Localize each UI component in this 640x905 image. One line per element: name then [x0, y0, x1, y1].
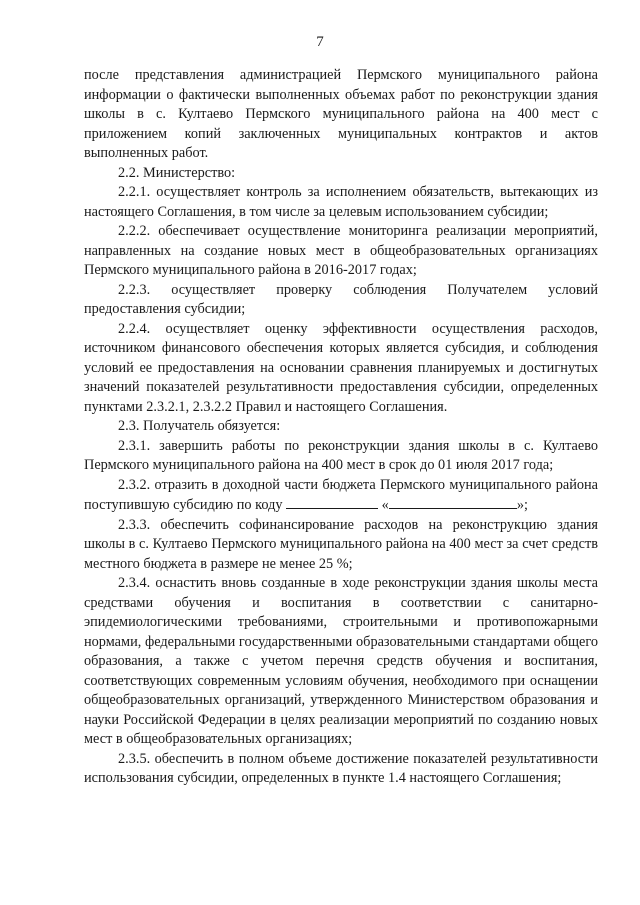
paragraph-2-2-1: 2.2.1. осуществляет контроль за исполнением обязательств, вытекающих из настоящего Соглашения, в том числе за целевым использованием субсидии;	[84, 184, 598, 220]
paragraph-2-3-5: 2.3.5. обеспечить в полном объеме достижение показателей результативности использования субсидии, определенных в пункте 1.4 настоящего Соглашения;	[84, 750, 598, 786]
paragraph-continuation: после представления администрацией Пермского муниципального района информации о фактически выполненных объемах работ по реконструкции здания школы в с. Култаево Пермского муниципального района на 400 мест с приложением копий заключенных муниципальных контрактов и актов выполненных работ.	[84, 67, 598, 161]
open-quote: «	[381, 497, 389, 513]
paragraph-2-3-1: 2.3.1. завершить работы по реконструкции здания школы в с. Култаево Пермского муниципального района на 400 мест в срок до 01 июля 2017 года;	[84, 437, 598, 473]
paragraph-2-3-3: 2.3.3. обеспечить софинансирование расходов на реконструкцию здания школы в с. Култаево Пермского муниципального района на 400 мест за счет средств местного бюджета в размере не менее 25 %;	[84, 516, 598, 572]
paragraph-2-3-2	[84, 476, 598, 516]
paragraph-2-3-4: 2.3.4. оснастить вновь созданные в ходе реконструкции здания школы места средствами обучения и воспитания в соответствии с санитарно-эпидемиологическими требованиями, строительными и противопожарными нормами, федеральными государственными образовательными стандартами общего образования, а также с учетом перечня средств обучения и воспитания, соответствующих современным условиям обучения, необходимого при оснащении общеобразовательных организаций, утвержденного Министерством образования и науки Российской Федерации в целях реализации мероприятий по созданию новых мест в общеобразовательных организациях;	[84, 575, 598, 747]
budget-code-blank	[286, 495, 378, 509]
paragraph-2-3-2-text: 2.3.2. отразить в доходной части бюджета Пермского муниципального района поступившую субсидию по коду	[84, 476, 598, 513]
paragraph-2-2-4: 2.2.4. осуществляет оценку эффективности осуществления расходов, источником финансового обеспечения которых является субсидия, и соблюдения условий ее предоставления на основании сравнения планируемых и достигнутых значений показателей результативности предоставления субсидии, определенных пунктами 2.3.2.1, 2.3.2.2 Правил и настоящего Соглашения.	[84, 320, 598, 415]
page-number: 7	[316, 34, 324, 50]
close-quote: »;	[516, 497, 528, 513]
paragraph-2-2-3: 2.2.3. осуществляет проверку соблюдения Получателем условий предоставления субсидии;	[84, 281, 598, 317]
paragraph-2-2: 2.2. Министерство:	[118, 164, 236, 181]
budget-name-blank	[389, 495, 517, 509]
paragraph-2-2-2: 2.2.2. обеспечивает осуществление мониторинга реализации мероприятий, направленных на создание новых мест в общеобразовательных организациях Пермского муниципального района в 2016-2017 годах;	[84, 223, 598, 278]
document-body	[84, 66, 598, 789]
paragraph-2-3: 2.3. Получатель обязуется:	[118, 418, 281, 434]
